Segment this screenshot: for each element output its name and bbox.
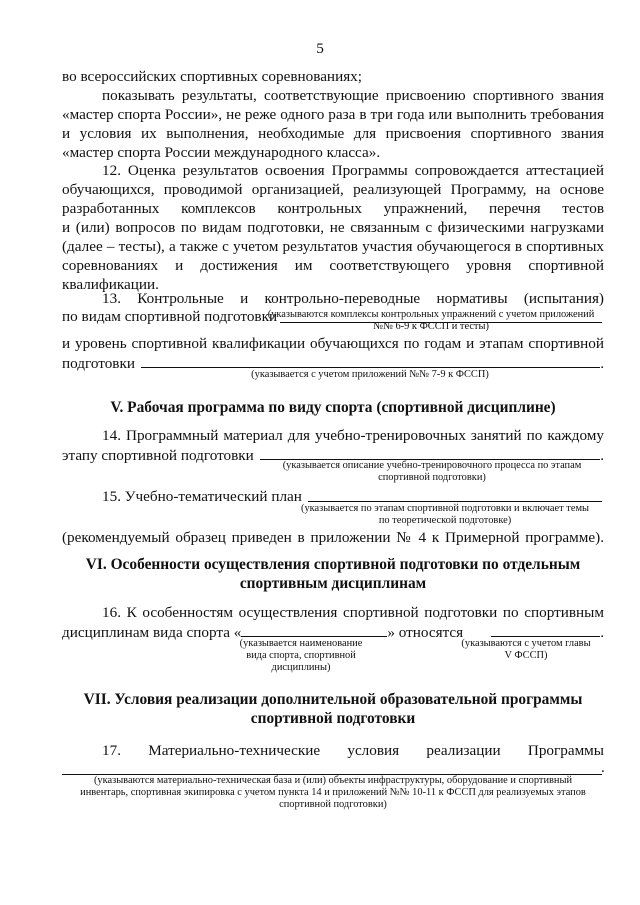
page-number: 5 (316, 40, 324, 57)
paragraph-12-line: 12. Оценка результатов освоения Программы сопровождается аттестацией (102, 162, 604, 179)
paragraph-14-line: 14. Программный материал для учебно-тренировочных занятий по каждому (102, 427, 604, 444)
paragraph-12-line: (далее – тесты), а также с учетом результатов участия обучающегося в спортивных (62, 238, 604, 255)
paragraph-13-line: подготовки (62, 355, 135, 372)
paragraph-13-line: 13. Контрольные и контрольно-переводные нормативы (испытания) (102, 290, 604, 307)
paragraph-13-line: по видам спортивной подготовки (62, 308, 278, 325)
text-line: «мастер спорта России», не реже одного раза в три года или выполнить требования (62, 106, 604, 123)
period: . (600, 624, 604, 641)
section-heading: спортивной подготовки (250, 710, 416, 727)
period: . (600, 355, 604, 372)
text-line: во всероссийских спортивных соревнованиях; (62, 68, 362, 85)
text-line: и условия их выполнения, необходимые для присвоения спортивного звания (62, 125, 604, 142)
paragraph-12-line: и (или) вопросов по видам подготовки, не связанным с физическими нагрузками (62, 219, 604, 236)
paragraph-12-line: разработанных комплексов контрольных упражнений, перечня тестов (62, 200, 604, 217)
paragraph-17-line: 17. Материально-технические условия реализации Программы (102, 742, 604, 759)
section-heading: V. Рабочая программа по виду спорта (спортивной дисциплине) (110, 399, 556, 416)
paragraph-16-line: дисциплинам вида спорта « (62, 624, 242, 641)
field-hint: (указывается по этапам спортивной подготовки и включает темы по теоретической подготовке) (300, 503, 590, 526)
field-hint: (указывается с учетом приложений №№ 7-9 к ФССП) (251, 369, 489, 380)
paragraph-12-line: квалификации. (62, 276, 159, 293)
fill-in-line (491, 623, 600, 637)
paragraph-16-line: » относятся (387, 624, 464, 641)
paragraph-15-line: (рекомендуемый образец приведен в приложении № 4 к Примерной программе). (62, 529, 604, 546)
field-hint: (указываются комплексы контрольных упражнений с учетом приложений №№ 6-9 к ФССП и тесты) (267, 309, 595, 332)
section-heading: VI. Особенности осуществления спортивной подготовки по отдельным (85, 556, 581, 573)
fill-in-line (241, 623, 387, 637)
paragraph-16-line: 16. К особенностям осуществления спортивной подготовки по спортивным (102, 604, 604, 621)
field-hint: (указываются материально-техническая база и (или) объекты инфраструктуры, оборудование и спортивный инвентарь, спортивная экипировка с учетом пункта 14 и приложений №№ 10-11 к ФССП для реализуемых этапов спортивной подготовки) (80, 775, 586, 810)
field-hint: (указывается наименование вида спорта, спортивной дисциплины) (239, 638, 363, 673)
period: . (600, 447, 604, 464)
field-hint: (указывается описание учебно-тренировочного процесса по этапам спортивной подготовки) (282, 460, 582, 483)
period: . (601, 759, 605, 776)
fill-in-line (260, 446, 600, 460)
section-heading: спортивным дисциплинам (239, 575, 427, 592)
paragraph-12-line: соревнованиях и достижения им соответствующего уровня спортивной (62, 257, 604, 274)
paragraph-12-line: обучающихся, проводимой организацией, реализующей Программу, на основе (62, 181, 604, 198)
text-line: «мастер спорта России международного класса». (62, 144, 381, 161)
fill-in-line (141, 354, 600, 368)
section-heading: VII. Условия реализации дополнительной образовательной программы (83, 691, 583, 708)
text-line: показывать результаты, соответствующие присвоению спортивного звания (102, 87, 604, 104)
paragraph-13-line: и уровень спортивной квалификации обучающихся по годам и этапам спортивной (62, 335, 604, 352)
paragraph-14-line: этапу спортивной подготовки (62, 447, 254, 464)
field-hint: (указываются с учетом главы V ФССП) (461, 638, 591, 661)
fill-in-line (308, 501, 602, 502)
paragraph-15-line: 15. Учебно-тематический план (102, 488, 302, 505)
